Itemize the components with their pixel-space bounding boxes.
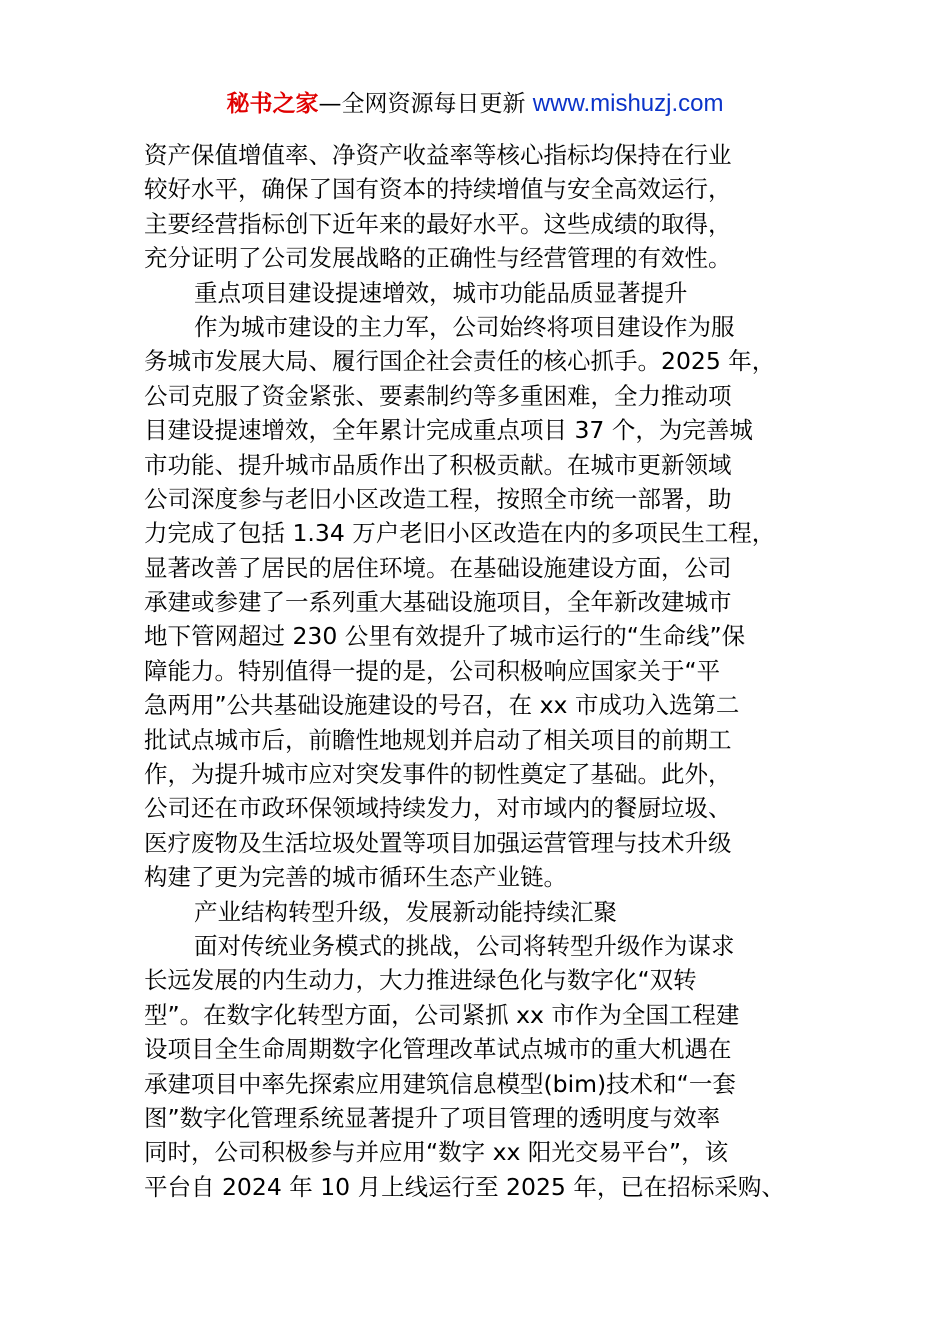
section-heading-projects: 重点项目建设提速增效，城市功能品质显著提升 bbox=[194, 278, 688, 307]
document-body bbox=[144, 138, 844, 1204]
text-line: 作，为提升城市应对突发事件的韧性奠定了基础。此外， bbox=[144, 760, 732, 789]
page-header bbox=[0, 88, 950, 120]
site-url-link[interactable]: www.mishuzj.com bbox=[532, 90, 724, 117]
text-line: 充分证明了公司发展战略的正确性与经营管理的有效性。 bbox=[144, 244, 732, 273]
text-line: 公司深度参与老旧小区改造工程，按照全市统一部署，助 bbox=[144, 484, 732, 513]
text-line: 构建了更为完善的城市循环生态产业链。 bbox=[144, 863, 567, 892]
header-tagline: —全网资源每日更新 bbox=[318, 91, 533, 117]
text-line: 图”数字化管理系统显著提升了项目管理的透明度与效率 bbox=[144, 1103, 721, 1132]
text-line: 目建设提速增效，全年累计完成重点项目 37 个，为完善城 bbox=[144, 416, 753, 445]
text-line: 长远发展的内生动力，大力推进绿色化与数字化“双转 bbox=[144, 966, 697, 995]
text-line: 显著改善了居民的居住环境。在基础设施建设方面，公司 bbox=[144, 553, 732, 582]
section-heading-transformation: 产业结构转型升级，发展新动能持续汇聚 bbox=[194, 897, 617, 926]
text-line: 地下管网超过 230 公里有效提升了城市运行的“生命线”保 bbox=[144, 622, 746, 651]
text-line: 急两用”公共基础设施建设的号召，在 xx 市成功入选第二 bbox=[144, 691, 740, 720]
text-line: 作为城市建设的主力军，公司始终将项目建设作为服 bbox=[194, 312, 735, 341]
text-line: 资产保值增值率、净资产收益率等核心指标均保持在行业 bbox=[144, 141, 732, 169]
text-line: 较好水平，确保了国有资本的持续增值与安全高效运行， bbox=[144, 175, 732, 204]
brand-name: 秘书之家 bbox=[226, 91, 319, 117]
text-line: 承建项目中率先探索应用建筑信息模型(bim)技术和“一套 bbox=[144, 1069, 736, 1098]
text-line: 主要经营指标创下近年来的最好水平。这些成绩的取得， bbox=[144, 209, 732, 238]
text-line: 同时，公司积极参与并应用“数字 xx 阳光交易平台”，该 bbox=[144, 1138, 729, 1167]
text-line: 设项目全生命周期数字化管理改革试点城市的重大机遇在 bbox=[144, 1035, 732, 1064]
text-line: 力完成了包括 1.34 万户老旧小区改造在内的多项民生工程， bbox=[144, 519, 776, 548]
text-line: 市功能、提升城市品质作出了积极贡献。在城市更新领域 bbox=[144, 450, 732, 479]
text-line: 公司还在市政环保领域持续发力，对市域内的餐厨垃圾、 bbox=[144, 794, 732, 823]
text-line: 承建或参建了一系列重大基础设施项目，全年新改建城市 bbox=[144, 588, 732, 617]
text-line: 医疗废物及生活垃圾处置等项目加强运营管理与技术升级 bbox=[144, 828, 732, 857]
text-line: 公司克服了资金紧张、要素制约等多重困难，全力推动项 bbox=[144, 381, 732, 410]
text-line: 面对传统业务模式的挑战，公司将转型升级作为谋求 bbox=[194, 931, 735, 960]
text-line: 平台自 2024 年 10 月上线运行至 2025 年，已在招标采购、 bbox=[144, 1172, 785, 1201]
text-line: 批试点城市后，前瞻性地规划并启动了相关项目的前期工 bbox=[144, 725, 732, 754]
text-line: 型”。在数字化转型方面，公司紧抓 xx 市作为全国工程建 bbox=[144, 1000, 740, 1029]
text-line: 障能力。特别值得一提的是，公司积极响应国家关于“平 bbox=[144, 656, 721, 685]
text-line: 务城市发展大局、履行国企社会责任的核心抓手。2025 年， bbox=[144, 347, 776, 376]
